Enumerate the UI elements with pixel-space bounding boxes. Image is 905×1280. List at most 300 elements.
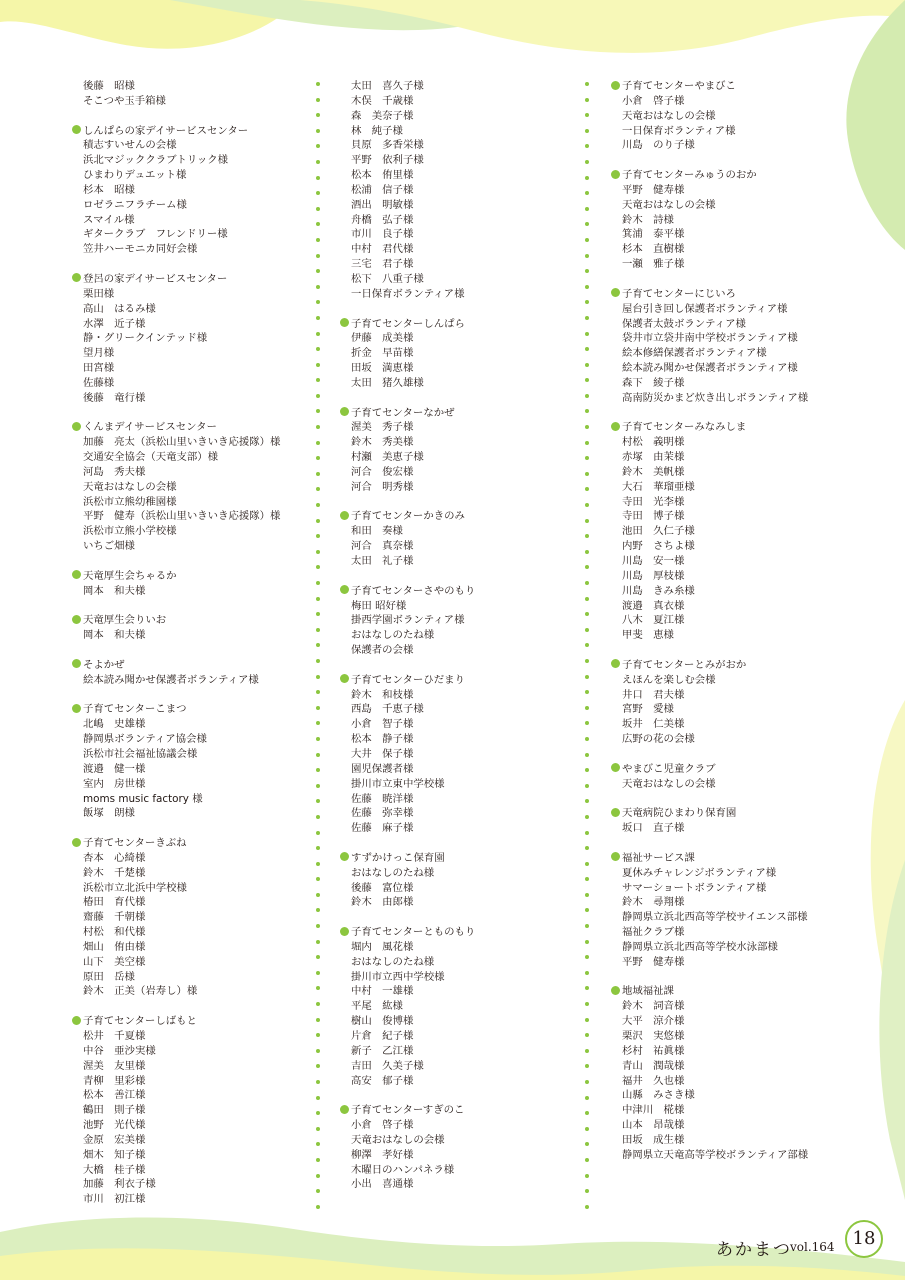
divider-dot [316, 1033, 320, 1037]
divider-dot [316, 597, 320, 601]
donor-entry: 保護者の会様 [351, 644, 414, 657]
donor-entry: 金原 宏美様 [83, 1133, 146, 1146]
group-heading-text: 子育てセンターひだまり [351, 673, 465, 686]
divider-dot [316, 721, 320, 725]
divider-dot [585, 487, 589, 491]
donor-entry: 山縣 みさき様 [622, 1089, 695, 1102]
page-number: 18 [845, 1220, 883, 1258]
divider-dot [316, 1049, 320, 1053]
divider-dot [585, 347, 589, 351]
divider-dot [316, 316, 320, 320]
bullet-dot-icon [340, 585, 349, 594]
bullet-dot-icon [340, 511, 349, 520]
divider-dot [316, 831, 320, 835]
donor-entry: 松浦 信子様 [351, 183, 414, 196]
donor-entry: 鈴木 秀美様 [351, 436, 414, 449]
donor-entry: 西島 千恵子様 [351, 703, 424, 716]
column-3 [611, 79, 843, 1177]
donor-entry: 浜松市社会福祉協議会様 [83, 747, 198, 760]
donor-entry: 鈴木 和枝様 [351, 688, 414, 701]
bullet-dot-icon [611, 288, 620, 297]
donor-entry: 川島 きみ糸様 [622, 584, 695, 597]
divider-dot [585, 1205, 589, 1209]
donor-entry: スマイル様 [83, 213, 135, 226]
divider-dot [585, 1033, 589, 1037]
divider-dot [316, 222, 320, 226]
divider-dot [316, 1158, 320, 1162]
divider-dot [585, 986, 589, 990]
donor-entry: 鶴田 則子様 [83, 1104, 146, 1117]
group-heading-text: 子育てセンターしばもと [83, 1015, 197, 1028]
donor-entry: 加藤 亮太（浜松山里いきいき応援隊）様 [83, 436, 281, 449]
donor-entry: 貝原 多香栄様 [351, 139, 424, 152]
divider-dot [316, 706, 320, 710]
donor-entry: 赤塚 由茉様 [622, 451, 685, 464]
divider-dot [585, 1096, 589, 1100]
donor-entry: 掛西学園ボランティア様 [351, 614, 465, 627]
donor-entry: 河合 俊宏様 [351, 465, 414, 478]
divider-dot [585, 784, 589, 788]
donor-entry: 甲斐 恵様 [622, 629, 674, 642]
donor-entry: 椿田 育代様 [83, 896, 146, 909]
divider-dot [585, 1127, 589, 1131]
group-heading-text: やまびこ児童クラブ [622, 762, 716, 775]
divider-dot [585, 269, 589, 273]
group-heading-text: 子育てセンターなかぜ [351, 406, 455, 419]
donor-entry: 井口 君夫様 [622, 688, 685, 701]
donor-entry: 坂口 直子様 [622, 822, 685, 835]
donor-entry: 浜松市立熊幼稚園様 [83, 495, 177, 508]
donor-entry: 高南防災かまど炊き出しボランティア様 [622, 391, 809, 404]
donor-entry: 浜松市立熊小学校様 [83, 525, 177, 538]
divider-dot [585, 332, 589, 336]
divider-dot [585, 222, 589, 226]
divider-dot [585, 1049, 589, 1053]
divider-dot [585, 862, 589, 866]
divider-dot [316, 519, 320, 523]
group-heading [340, 584, 572, 599]
bullet-dot-icon [340, 407, 349, 416]
group-heading-text: 子育てセンターやまびこ [622, 80, 736, 92]
donor-entry: 片倉 紀子様 [351, 1030, 414, 1042]
divider-dot [585, 799, 589, 803]
donor-entry: 小倉 智子様 [351, 718, 414, 731]
magazine-title: あかまつ [716, 1240, 792, 1260]
donor-entry: 川島 のり子様 [622, 139, 695, 152]
donor-group [72, 124, 304, 258]
divider-dot [316, 986, 320, 990]
divider-dot [316, 971, 320, 975]
donor-group [611, 851, 843, 970]
donor-group [72, 836, 304, 999]
divider-dot [316, 129, 320, 133]
donor-entry: 袋井市立袋井南中学校ボランティア様 [622, 332, 798, 345]
bullet-dot-icon [611, 808, 620, 817]
donor-entry: 佐藤 弥幸様 [351, 807, 414, 820]
bullet-dot-icon [72, 125, 81, 134]
donor-entry: 水澤 近子様 [83, 317, 146, 330]
divider-dot [316, 924, 320, 928]
donor-entry: 河合 真奈様 [351, 540, 414, 553]
divider-dot [316, 815, 320, 819]
divider-dot [585, 628, 589, 632]
donor-entry: 山本 昂哉様 [622, 1119, 685, 1132]
divider-dot [316, 893, 320, 897]
donor-entry: 静岡県立浜北西高等学校水泳部様 [622, 940, 778, 953]
donor-entry: 鈴木 由郎様 [351, 896, 414, 909]
bullet-dot-icon [611, 659, 620, 668]
divider-dot [585, 409, 589, 413]
group-heading [611, 79, 843, 94]
group-heading-text: 天竜厚生会りいお [83, 614, 167, 627]
divider-dot [585, 98, 589, 102]
divider-dot [316, 799, 320, 803]
donor-entry: 屋台引き回し保護者ボランティア様 [622, 302, 788, 315]
group-heading-text: 子育てセンターこまつ [83, 703, 187, 716]
donor-entry: 飯塚 朗様 [83, 807, 135, 820]
divider-dot [585, 534, 589, 538]
donor-entry: 堀内 風花様 [351, 940, 414, 953]
divider-dot [585, 768, 589, 772]
donor-entry: 杉本 昭様 [83, 183, 135, 196]
divider-dot [585, 300, 589, 304]
bullet-dot-icon [340, 927, 349, 936]
donor-entry: 室内 房世様 [83, 777, 146, 790]
divider-dot [316, 1064, 320, 1068]
divider-dot [585, 675, 589, 679]
donor-entry: 栗田様 [83, 287, 115, 300]
divider-dot [316, 1080, 320, 1084]
bullet-dot-icon [72, 704, 81, 713]
donor-entry: 畑山 侑由様 [83, 940, 146, 953]
donor-entry: 杉村 祐眞様 [622, 1044, 685, 1057]
donor-entry: 森下 綾子様 [622, 376, 685, 389]
divider-dot [316, 98, 320, 102]
donor-entry: 加藤 利衣子様 [83, 1178, 156, 1191]
divider-dot [316, 784, 320, 788]
group-heading-text: 子育てセンターしんぱら [351, 317, 465, 330]
group-heading-text: 子育てセンターかきのみ [351, 510, 465, 523]
donor-entry: 渥美 秀子様 [351, 421, 414, 434]
donor-entry: 後藤 竜行様 [83, 391, 146, 404]
divider-dot [585, 550, 589, 554]
divider-dot [316, 378, 320, 382]
divider-dot [585, 1064, 589, 1068]
donor-group [340, 317, 572, 391]
divider-dot [585, 113, 589, 117]
divider-dot [316, 1174, 320, 1178]
group-heading-text: しんぱらの家デイサービスセンター [83, 124, 249, 137]
group-heading [611, 806, 843, 821]
divider-dot [585, 285, 589, 289]
divider-dot [585, 238, 589, 242]
right-green-blob [846, 0, 905, 250]
donor-group [340, 509, 572, 568]
divider-dot [316, 862, 320, 866]
donor-entry: 渥美 友里様 [83, 1059, 146, 1072]
divider-dot [316, 768, 320, 772]
divider-dot [316, 409, 320, 413]
donor-entry: 坂井 仁美様 [622, 718, 685, 731]
group-heading [340, 673, 572, 688]
divider-dot [316, 1205, 320, 1209]
donor-entry: 静岡県ボランティア協会様 [83, 733, 207, 746]
donor-entry: 松本 善江様 [83, 1089, 146, 1102]
bullet-dot-icon [72, 422, 81, 431]
donor-entry: 小倉 啓子様 [351, 1119, 414, 1132]
donor-group [72, 613, 304, 643]
divider-dot [316, 581, 320, 585]
donor-entry: サマーショートボランティア様 [622, 881, 767, 894]
donor-entry: 平野 依利子様 [351, 154, 424, 167]
divider-dot [585, 908, 589, 912]
donor-entry: 八木 夏江様 [622, 614, 685, 627]
donor-entry: 林 純子様 [351, 124, 403, 137]
divider-dot [585, 612, 589, 616]
divider-dot [316, 456, 320, 460]
column-2 [340, 79, 572, 1207]
divider-dot [316, 846, 320, 850]
divider-dot [316, 1002, 320, 1006]
divider-dot [585, 207, 589, 211]
donor-entry: 鈴木 詞音様 [622, 1000, 685, 1013]
divider-dot [585, 144, 589, 148]
group-heading-text: 子育てセンターとものもり [351, 926, 476, 939]
donor-entry: 浜松市立北浜中学校様 [83, 881, 187, 894]
donor-entry: 舟橋 弘子様 [351, 213, 414, 226]
divider-dot [585, 924, 589, 928]
group-heading [72, 836, 304, 851]
bullet-dot-icon [72, 570, 81, 579]
donor-entry: 箕浦 泰平様 [622, 228, 685, 241]
donor-entry: 松本 侑里様 [351, 169, 414, 182]
divider-dot [316, 144, 320, 148]
divider-dot [585, 254, 589, 258]
donor-entry: 木曜日のハンパネラ様 [351, 1163, 455, 1176]
donor-entry: 福祉クラブ様 [622, 926, 685, 939]
group-heading-text: 地域福祉課 [622, 985, 674, 998]
donor-entry: いちご畑様 [83, 540, 135, 553]
donor-entry: 畑木 知子様 [83, 1148, 146, 1161]
donor-entry: 掛川市立東中学校様 [351, 777, 445, 790]
donor-entry: 鈴木 正美（岩寿し）様 [83, 985, 198, 998]
donor-group [611, 658, 843, 747]
divider-dot [316, 503, 320, 507]
donor-entry: 田坂 満恵様 [351, 362, 414, 375]
donor-entry: 広野の花の会様 [622, 733, 695, 746]
donor-entry: 平尾 紘様 [351, 1000, 403, 1013]
donor-entry: 佐藤様 [83, 376, 115, 389]
donor-entry: 折金 早苗様 [351, 347, 414, 360]
group-heading [72, 613, 304, 628]
divider-dot [585, 519, 589, 523]
donor-entry: 大平 涼介様 [622, 1015, 685, 1028]
donor-group [611, 168, 843, 272]
divider-dot [316, 940, 320, 944]
donor-entry: 河島 秀夫様 [83, 465, 146, 478]
divider-dot [316, 269, 320, 273]
donor-entry: 川島 厚枝様 [622, 569, 685, 582]
divider-dot [316, 643, 320, 647]
group-heading [340, 1103, 572, 1118]
donor-entry: 静岡県立天竜高等学校ボランティア部様 [622, 1148, 809, 1161]
divider-dot [316, 534, 320, 538]
column-divider-dots [316, 82, 320, 1220]
bullet-dot-icon [72, 615, 81, 624]
donor-entry: 村松 義明様 [622, 436, 685, 449]
donor-entry: 太田 猪久雄様 [351, 376, 424, 389]
donor-entry: 高山 はるみ様 [83, 302, 156, 315]
divider-dot [585, 472, 589, 476]
divider-dot [316, 332, 320, 336]
divider-dot [585, 1080, 589, 1084]
divider-dot [585, 581, 589, 585]
bullet-dot-icon [340, 852, 349, 861]
divider-dot [585, 129, 589, 133]
group-heading [340, 317, 572, 332]
group-heading-text: 子育てセンターみなみしま [622, 421, 747, 434]
donor-entry: 絵本読み聞かせ保護者ボランティア様 [83, 673, 259, 686]
group-heading [611, 287, 843, 302]
divider-dot [316, 363, 320, 367]
donor-entry: 静岡県立浜北西高等学校サイエンス部様 [622, 911, 808, 924]
donor-entry: 宮野 愛様 [622, 703, 674, 716]
donor-entry: 太田 喜久子様 [351, 80, 424, 92]
divider-dot [585, 394, 589, 398]
divider-dot [585, 503, 589, 507]
group-heading-text: 子育てセンターにじいろ [622, 287, 736, 300]
bullet-dot-icon [72, 838, 81, 847]
divider-dot [316, 955, 320, 959]
group-heading-text: 天竜病院ひまわり保育園 [622, 807, 737, 820]
donor-entry: 木俣 千歳様 [351, 94, 414, 107]
divider-dot [316, 207, 320, 211]
donor-entry: おはなしのたね様 [351, 866, 435, 879]
donor-entry: 太田 礼子様 [351, 555, 414, 567]
donor-group [340, 1103, 572, 1192]
donor-entry: 平野 健寿様 [622, 955, 685, 968]
divider-dot [316, 753, 320, 757]
group-heading-text: そよかぜ [83, 658, 125, 671]
donor-entry: 静・グリークインテッド様 [83, 332, 208, 345]
divider-dot [316, 113, 320, 117]
group-heading [340, 406, 572, 421]
divider-dot [316, 1142, 320, 1146]
group-heading-text: くんまデイサービスセンター [83, 421, 217, 434]
donor-entry: 酒出 明敏様 [351, 198, 414, 211]
donor-group [72, 569, 304, 599]
group-heading-text: 子育てセンターさやのもり [351, 584, 476, 597]
divider-dot [585, 831, 589, 835]
donor-group [340, 851, 572, 910]
donor-entry: 小倉 啓子様 [622, 94, 685, 107]
divider-dot [316, 285, 320, 289]
bullet-dot-icon [611, 422, 620, 431]
donor-entry: 青柳 里彩様 [83, 1074, 146, 1087]
bullet-dot-icon [611, 852, 620, 861]
donor-entry: 絵本読み聞かせ保護者ボランティア様 [622, 362, 798, 375]
bullet-dot-icon [611, 763, 620, 772]
donor-entry: 一瀬 雅子様 [622, 258, 685, 271]
donor-entry: おはなしのたね様 [351, 955, 435, 968]
donor-entry: 中村 君代様 [351, 243, 414, 256]
donor-entry: 一日保育ボランティア様 [622, 124, 736, 137]
donor-entry: 夏休みチャレンジボランティア様 [622, 866, 777, 879]
bullet-dot-icon [72, 659, 81, 668]
donor-entry: 平野 健寿様 [622, 183, 685, 196]
donor-group [340, 584, 572, 658]
donor-group [340, 79, 572, 302]
divider-dot [316, 82, 320, 86]
donor-group [611, 806, 843, 836]
donor-entry: 森 美奈子様 [351, 109, 414, 122]
divider-dot [316, 550, 320, 554]
donor-entry: ひまわりデュエット様 [83, 169, 187, 182]
divider-dot [585, 877, 589, 881]
divider-dot [585, 815, 589, 819]
divider-dot [316, 394, 320, 398]
donor-entry: 市川 初江様 [83, 1193, 146, 1206]
bullet-dot-icon [72, 1016, 81, 1025]
group-heading [611, 851, 843, 866]
divider-dot [585, 597, 589, 601]
bullet-dot-icon [340, 1105, 349, 1114]
donor-entry: 天竜おはなしの会様 [351, 1133, 445, 1146]
donor-entry: 村瀬 美恵子様 [351, 451, 424, 464]
donor-entry: 絵本修繕保護者ボランティア様 [622, 347, 767, 360]
divider-dot [585, 940, 589, 944]
donor-entry: 天竜おはなしの会様 [622, 109, 716, 122]
group-heading [72, 658, 304, 673]
donor-entry: 小出 喜通様 [351, 1178, 414, 1191]
group-heading [340, 851, 572, 866]
donor-entry: 交通安全協会（天竜支部）様 [83, 451, 219, 464]
divider-dot [585, 1142, 589, 1146]
divider-dot [585, 316, 589, 320]
donor-entry: 渡邉 健一様 [83, 762, 146, 775]
donor-entry: 佐藤 暁洋様 [351, 792, 414, 805]
group-heading [72, 124, 304, 139]
donor-entry: 大橋 桂子様 [83, 1163, 146, 1176]
group-heading-text: 福祉サービス課 [622, 851, 695, 864]
divider-dot [585, 721, 589, 725]
divider-dot [316, 1096, 320, 1100]
divider-dot [316, 176, 320, 180]
donor-group [72, 1014, 304, 1207]
donor-entry: 一日保育ボランティア様 [351, 287, 465, 300]
group-heading [611, 984, 843, 999]
donor-entry: おはなしのたね様 [351, 629, 435, 642]
bullet-dot-icon [72, 273, 81, 282]
donor-entry: 松本 静子様 [351, 733, 414, 746]
donor-entry: 池田 久仁子様 [622, 525, 695, 538]
donor-entry: 吉田 久美子様 [351, 1059, 424, 1072]
donor-entry: 高安 郁子様 [351, 1074, 414, 1087]
divider-dot [585, 160, 589, 164]
donor-entry: 北嶋 史雄様 [83, 718, 146, 731]
group-heading-text: 子育てセンターみゅうのおか [622, 169, 757, 182]
group-heading [72, 272, 304, 287]
donor-entry: 田坂 成生様 [622, 1133, 685, 1146]
divider-dot [316, 690, 320, 694]
bullet-dot-icon [611, 170, 620, 179]
divider-dot [316, 612, 320, 616]
divider-dot [585, 690, 589, 694]
donor-entry: 中村 一雄様 [351, 985, 414, 998]
donor-entry: 齋藤 千朝様 [83, 911, 146, 924]
divider-dot [585, 191, 589, 195]
divider-dot [585, 565, 589, 569]
